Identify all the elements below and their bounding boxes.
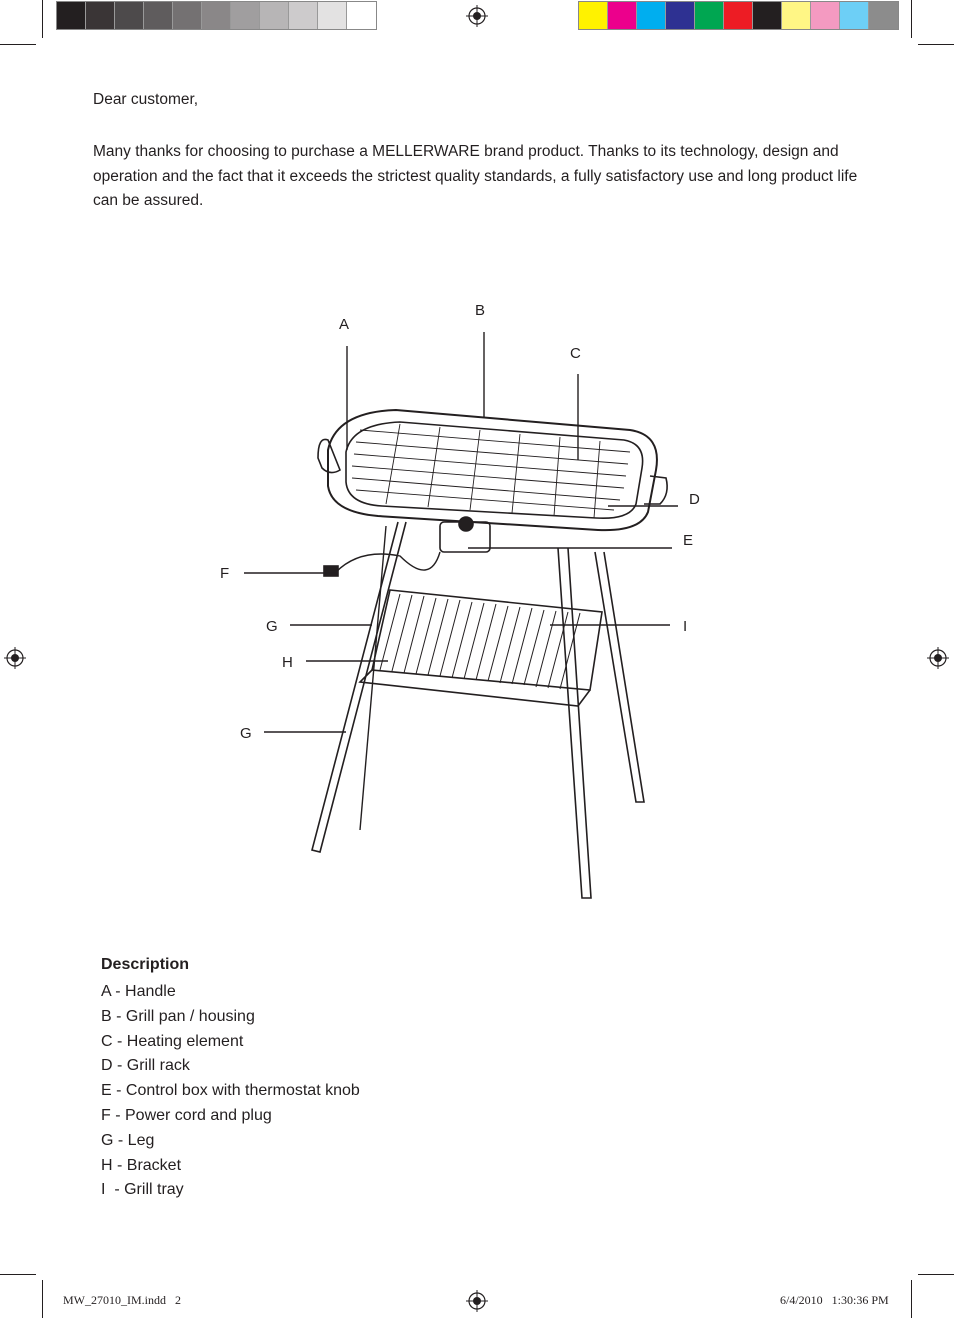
registration-mark-icon [927,647,949,669]
color-swatch [57,2,86,29]
list-item: E - Control box with thermostat knob [101,1082,360,1100]
color-swatch [231,2,260,29]
color-swatch [115,2,144,29]
registration-mark-icon [466,1290,488,1312]
color-swatch [144,2,173,29]
color-swatch [811,2,840,29]
color-swatch [666,2,695,29]
list-item: A - Handle [101,983,176,1000]
greeting: Dear customer, [93,91,199,108]
crop-mark-top-right-v [911,0,912,38]
color-swatch [318,2,347,29]
list-item: H - Bracket [101,1156,182,1174]
color-swatch [260,2,289,29]
callout-d: D [689,491,700,508]
color-swatch [869,2,898,29]
color-swatch [608,2,637,29]
color-swatch [86,2,115,29]
crop-mark-top-left-h [0,44,36,45]
registration-mark-icon [4,647,26,669]
color-bar [578,1,899,30]
description-list [101,956,360,1203]
footer-file-name: MW_27010_IM.indd 2 [63,1293,181,1307]
description-title: Description [101,956,190,973]
color-swatch [753,2,782,29]
list-item: B - Grill pan / housing [101,1007,255,1025]
callout-f: F [220,565,230,582]
callout-h: H [282,654,293,671]
grill-illustration [312,410,667,898]
color-swatch [840,2,869,29]
grayscale-bar [56,1,377,30]
color-swatch [782,2,811,29]
list-item: D - Grill rack [101,1057,190,1075]
crop-mark-bottom-left-h [0,1274,36,1275]
crop-mark-bottom-right-h [918,1274,954,1275]
grill-diagram [200,290,720,910]
color-swatch [724,2,753,29]
callout-g-lower: G [240,725,252,742]
callout-e: E [683,532,694,549]
color-swatch [579,2,608,29]
footer-timestamp: 6/4/2010 1:30:36 PM [780,1293,889,1307]
color-swatch [289,2,318,29]
list-item: I - Grill tray [101,1181,184,1199]
intro-paragraph: Many thanks for choosing to purchase a MELLERWARE brand product. Thanks to its technology, design and operation and the fact that it exceeds the strictest quality standards, a fully satisfactory use and long product life can be assured. [93,143,858,209]
list-item: G - Leg [101,1131,155,1149]
callout-a: A [339,316,350,333]
callout-c: C [570,345,581,362]
crop-mark-top-right-h [918,44,954,45]
color-swatch [173,2,202,29]
color-swatch [202,2,231,29]
crop-mark-bottom-left-v [42,1280,43,1318]
callout-g-upper: G [266,618,278,635]
list-item: C - Heating element [101,1032,244,1050]
callout-i: I [683,618,688,635]
callout-b: B [475,302,486,319]
color-swatch [695,2,724,29]
crop-mark-bottom-right-v [911,1280,912,1318]
list-item: F - Power cord and plug [101,1106,272,1124]
callout-leaders [244,332,678,732]
registration-mark-icon [466,5,488,27]
color-swatch [347,2,376,29]
crop-mark-top-left-v [42,0,43,38]
color-swatch [637,2,666,29]
